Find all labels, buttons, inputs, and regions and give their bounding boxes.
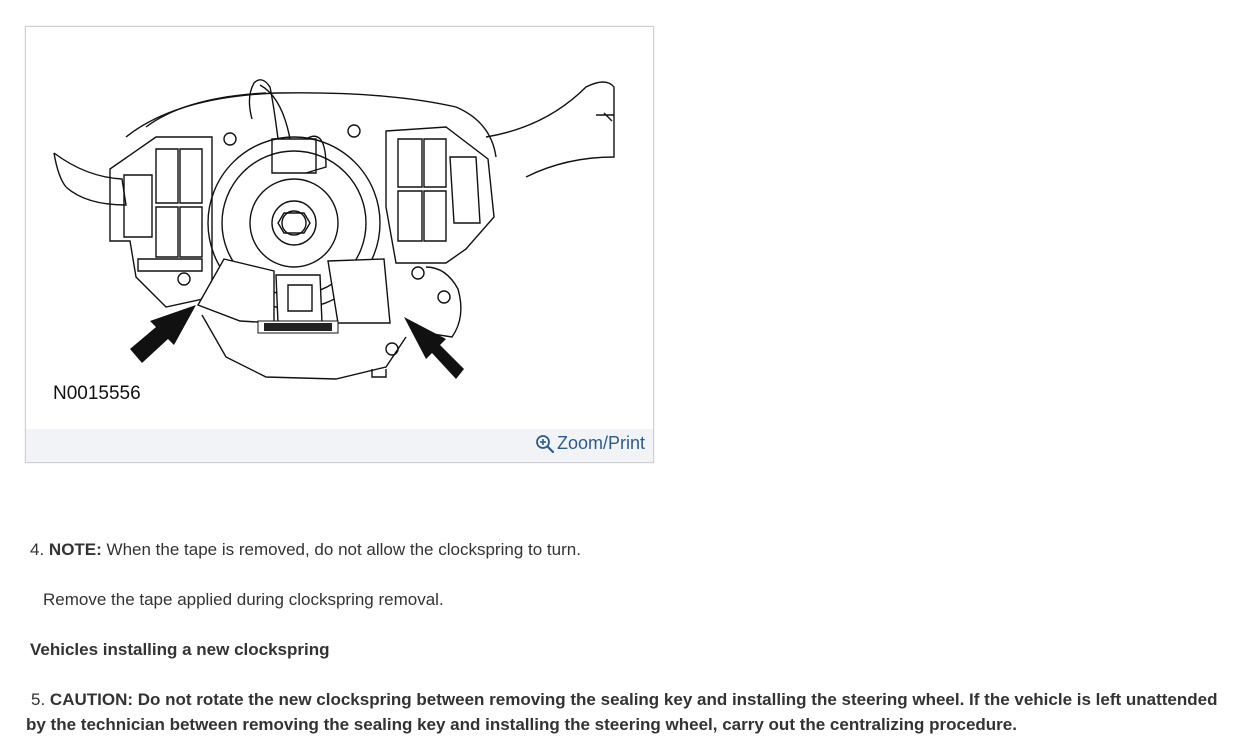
section-heading: Vehicles installing a new clockspring: [30, 640, 330, 659]
step-5-caution: [26, 687, 1238, 737]
note-text: When the tape is removed, do not allow the clockspring to turn.: [106, 540, 581, 559]
right-arrow: [404, 317, 464, 379]
step-5-number: 5.: [31, 690, 46, 709]
zoom-print-link[interactable]: [535, 433, 645, 454]
barcode-label: [258, 321, 338, 333]
step-4-number: 4.: [30, 540, 45, 559]
step-4-instruction: Remove the tape applied during clockspring removal.: [43, 590, 444, 609]
caution-label: CAUTION:: [49, 690, 134, 709]
zoom-in-icon: [535, 434, 555, 454]
note-label: NOTE:: [48, 540, 102, 559]
figure-id: N0015556: [53, 383, 141, 404]
clockspring-diagram: [26, 27, 653, 430]
figure-card: [25, 26, 654, 463]
zoom-print-label: Zoom/Print: [556, 433, 645, 453]
caution-text: Do not rotate the new clockspring between removing the sealing key and installing the steering wheel. If the vehicle is left unattended by the technician between removing the sealing key and installing the steering wheel, carry out the centralizing procedure.: [26, 690, 1218, 734]
left-arrow: [130, 305, 196, 363]
figure-footer: [26, 429, 653, 462]
step-4-note: [30, 537, 581, 562]
